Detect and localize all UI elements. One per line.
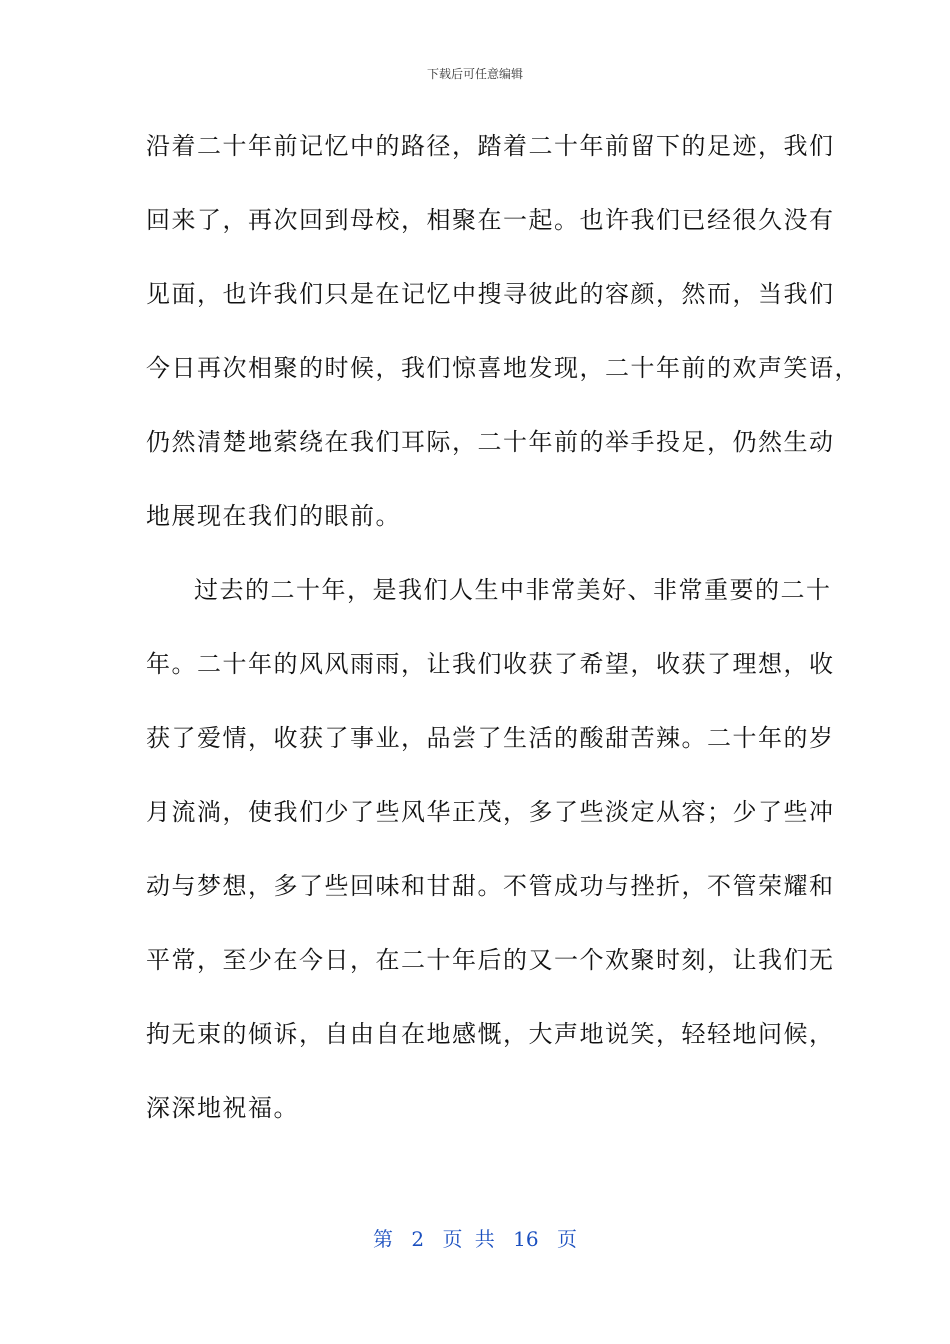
paragraph-1-line-5: 仍然清楚地萦绕在我们耳际，二十年前的举手投足，仍然生动	[146, 428, 835, 456]
paragraph-2-line-5: 动与梦想，多了些回味和甘甜。不管成功与挫折，不管荣耀和	[146, 872, 835, 900]
paragraph-2-line-7: 拘无束的倾诉，自由自在地感慨，大声地说笑，轻轻地问候，	[146, 1020, 835, 1048]
footer-suffix: 页	[556, 1227, 577, 1251]
footer-prefix: 第	[373, 1227, 393, 1251]
paragraph-1-line-1: 沿着二十年前记忆中的路径，踏着二十年前留下的足迹，我们	[146, 132, 835, 160]
paragraph-1-line-6: 地展现在我们的眼前。	[146, 502, 401, 530]
paragraph-2-line-3: 获了爱情，收获了事业，品尝了生活的酸甜苦辣。二十年的岁	[146, 724, 835, 752]
page-footer	[0, 1226, 950, 1252]
paragraph-1-line-4: 今日再次相聚的时候，我们惊喜地发现，二十年前的欢声笑语，	[146, 354, 860, 382]
paragraph-2-line-1: 过去的二十年，是我们人生中非常美好、非常重要的二十	[194, 576, 832, 604]
footer-current-page: 2	[411, 1227, 425, 1251]
paragraph-1-line-3: 见面，也许我们只是在记忆中搜寻彼此的容颜，然而，当我们	[146, 280, 835, 308]
document-body	[146, 124, 860, 1160]
footer-total-pages: 16	[513, 1227, 539, 1251]
paragraph-2-line-8: 深深地祝福。	[146, 1094, 299, 1122]
paragraph-1-line-2: 回来了，再次回到母校，相聚在一起。也许我们已经很久没有	[146, 206, 835, 234]
paragraph-2-line-6: 平常，至少在今日，在二十年后的又一个欢聚时刻，让我们无	[146, 946, 835, 974]
paragraph-2-line-4: 月流淌，使我们少了些风华正茂，多了些淡定从容；少了些冲	[146, 798, 835, 826]
footer-middle: 页 共	[442, 1227, 495, 1251]
page-header: 下载后可任意编辑	[426, 67, 523, 81]
paragraph-2-line-2: 年。二十年的风风雨雨，让我们收获了希望，收获了理想，收	[146, 650, 835, 678]
